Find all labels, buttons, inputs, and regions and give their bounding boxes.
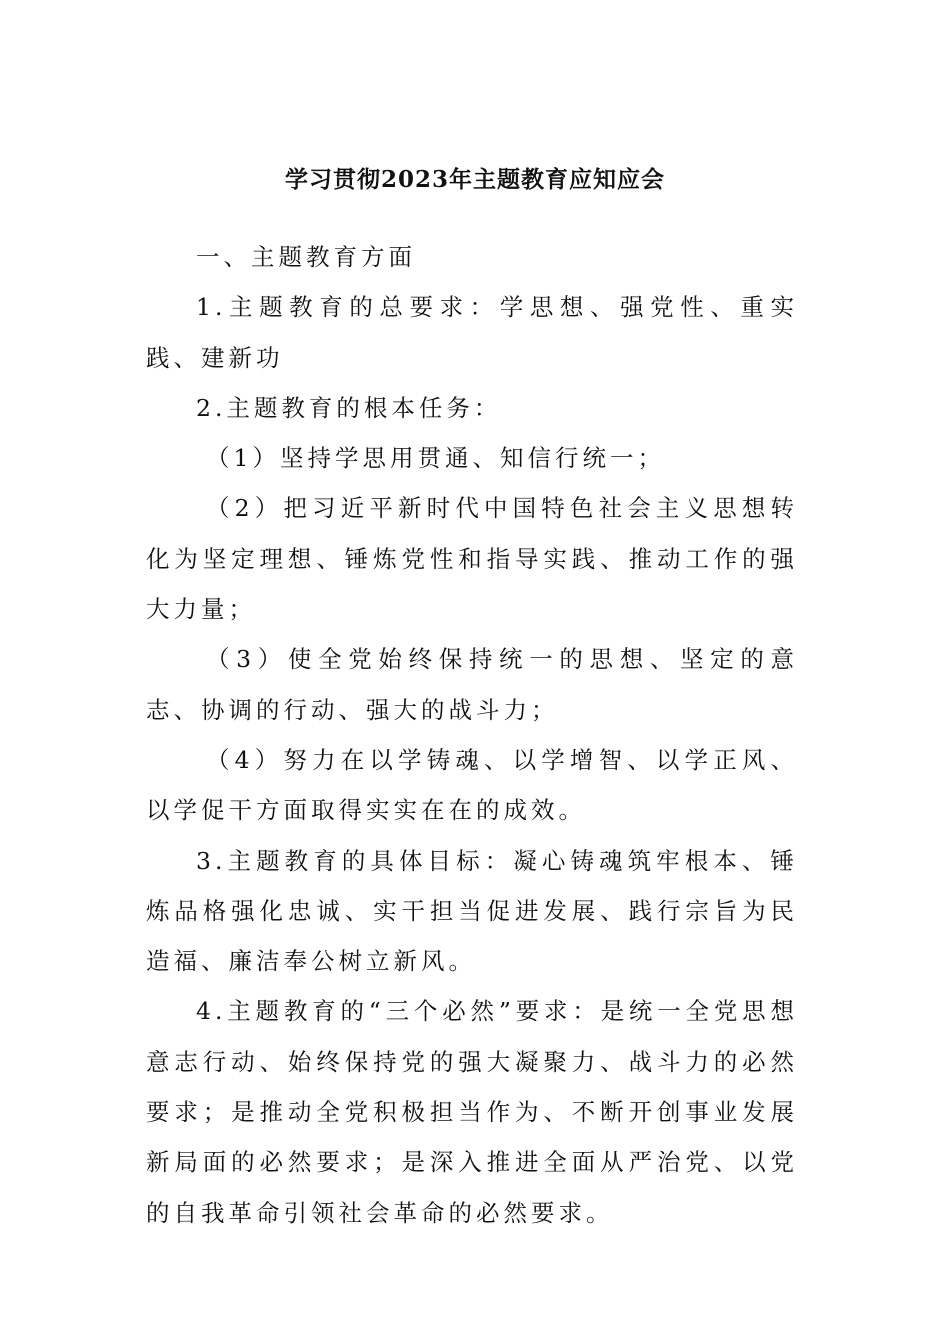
- paragraph-fundamental-task: 2.主题教育的根本任务：: [196, 393, 502, 422]
- task-item-2: （2）把习近平新时代中国特色社会主义思想转化为坚定理想、锤炼党性和指导实践、推动工作的强大力量；: [146, 494, 798, 624]
- document-body: [146, 232, 798, 1238]
- task-item-1: （1）坚持学思用贯通、知信行统一；: [206, 444, 665, 473]
- task-item-4: （4）努力在以学铸魂、以学增智、以学正风、以学促干方面取得实实在在的成效。: [146, 745, 798, 825]
- task-item-3: （3）使全党始终保持统一的思想、坚定的意志、协调的行动、强大的战斗力；: [146, 645, 798, 724]
- page-title: 学习贯彻2023年主题教育应知应会: [284, 166, 665, 193]
- paragraph-specific-goals: 3.主题教育的具体目标：凝心铸魂筑牢根本、锤炼品格强化忠诚、实干担当促进发展、践行宗旨为民造福、廉洁奉公树立新风。: [146, 846, 798, 976]
- paragraph-general-requirement: 1.主题教育的总要求：学思想、强党性、重实践、建新功: [146, 293, 798, 372]
- paragraph-three-necessities: 4.主题教育的“三个必然”要求：是统一全党思想意志行动、始终保持党的强大凝聚力、战斗力的必然要求；是推动全党积极担当作为、不断开创事业发展新局面的必然要求；是深入推进全面从严治党、以党的自我革命引领社会革命的必然要求。: [146, 997, 798, 1227]
- section-heading: 一、主题教育方面: [196, 243, 416, 271]
